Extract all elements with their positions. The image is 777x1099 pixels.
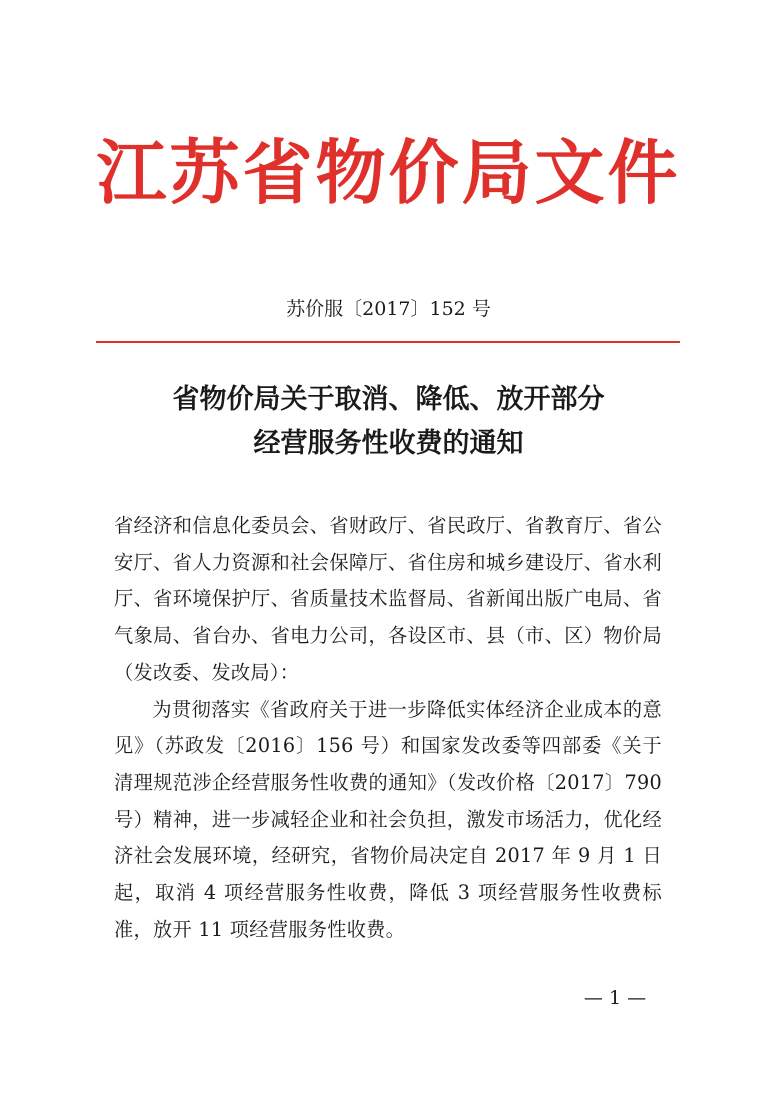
page-number: — 1 —	[583, 987, 647, 1009]
document-body	[114, 508, 662, 948]
recipients-paragraph: 省经济和信息化委员会、省财政厅、省民政厅、省教育厅、省公安厅、省人力资源和社会保障厅、省住房和城乡建设厅、省水利厅、省环境保护厅、省质量技术监督局、省新闻出版广电局、省气象局、省台办、省电力公司，各设区市、县（市、区）物价局（发改委、发改局）：	[114, 514, 662, 684]
document-number: 苏价服〔2017〕152 号	[286, 298, 491, 320]
body-paragraph-1: 为贯彻落实《省政府关于进一步降低实体经济企业成本的意见》（苏政发〔2016〕156 号）和国家发改委等四部委《关于清理规范涉企经营服务性收费的通知》（发改价格〔2017〕790 号）精神，进一步减轻企业和社会负担，激发市场活力，优化经济社会发展环境，经研究，省物价局决定自 2017 年 9 月 1 日起，取消 4 项经营服务性收费，降低 3 项经营服务性收费标准，放开 11 项经营服务性收费。	[114, 697, 662, 941]
notice-title-line-1: 省物价局关于取消、降低、放开部分	[172, 384, 605, 415]
red-divider-line	[96, 341, 680, 343]
notice-title	[0, 378, 777, 466]
document-header-title: 江苏省物价局文件	[96, 132, 681, 214]
notice-title-line-2: 经营服务性收费的通知	[253, 428, 524, 459]
